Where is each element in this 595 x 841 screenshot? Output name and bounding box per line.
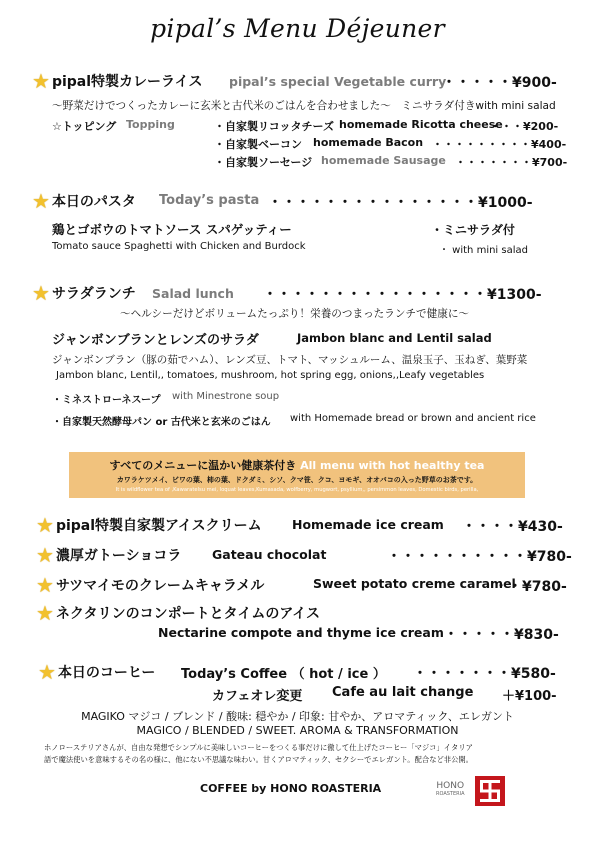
roaster-logo-text [436,782,465,797]
topping-label-jp: ☆トッピング [52,120,117,133]
salad-name-jp: サラダランチ [51,286,136,302]
pasta-name-en: Today’s pasta [159,193,260,208]
star-icon: ★ [36,513,54,537]
pasta-side-jp: ・ミニサラダ付 [431,223,515,237]
dessert-4-jp: ネクタリンのコンポートとタイムのアイス [55,606,320,622]
pasta-name-jp: 本日のパスタ [51,194,136,210]
star-icon: ★ [36,543,54,567]
curry-description: 〜野菜だけでつくったカレーに玄米と古代米のごはんを合わせました〜 ミニサラダ付きwith mini salad [52,100,556,112]
topping-2-jp: ・自家製ベーコン [214,138,302,151]
coffee-name-en: Today’s Coffee （ hot / ice ） [181,667,386,682]
dessert-4-price: ・・・・・¥830- [444,627,559,643]
star-icon: ★ [36,573,54,597]
salad-name-en: Salad lunch [152,286,234,301]
star-icon: ★ [32,281,50,305]
topping-1-jp: ・自家製リコッタチーズ [214,120,335,133]
dessert-4-en: Nectarine compote and thyme ice cream [158,625,444,640]
dessert-3-jp: サツマイモのクレームキャラメル [55,578,265,594]
salad-price: ・・・・・・・・・・・・・・・・¥1300- [263,287,542,303]
roaster-logo-line1: HONO [436,781,465,791]
pasta-dish-jp: 鶏とゴボウのトマトソース スパゲッティー [52,222,292,237]
dessert-1-jp: pipal特製自家製アイスクリーム [55,518,262,534]
dessert-2-jp-wrap [36,545,181,565]
menu-title: pipal’s Menu Déjeuner [150,14,445,43]
topping-1-price: ・・・¥200- [490,120,559,133]
cafe-au-lait-jp: カフェオレ変更 [212,689,303,704]
topping-3-jp: ・自家製ソーセージ [214,156,313,169]
dessert-1-jp-wrap [36,515,262,535]
tea-ingredients-en: It is wildflower tea of ,Kawaratelsu mei, loquat leaves,Kumasada, wolfberry, mugwort, psyllium,, persimmon leaves, Domestic birds, perilla, [115,487,479,493]
star-icon: ★ [38,660,56,684]
tea-note-jp: すべてのメニューに温かい健康茶付き [109,459,297,472]
topping-3-price: ・・・・・・・¥700- [455,156,568,169]
tea-note-en: All menu with hot healthy tea [300,459,485,472]
cafe-au-lait-en: Cafe au lait change [332,685,474,700]
coffee-note-2: 語で魔法使いを意味するその名の様に、他にない不思議な味わい。甘くアロマティック、セクシーでエレガント。配合など非公開。 [44,755,473,764]
salad-soup-jp: ・ミネストローネスープ [52,395,161,406]
salad-heading [32,283,136,303]
coffee-line-1: MAGIKO マジコ / ブレンド / 酸味: 穏やか / 印象: 甘やか、アロマティック、エレガント [81,710,514,723]
topping-2-en: homemade Bacon [313,136,424,149]
dessert-3-en: Sweet potato creme caramel [313,576,516,591]
topping-label-en: Topping [126,118,175,131]
star-icon: ★ [32,69,50,93]
topping-1-en: homemade Ricotta cheese [339,118,503,131]
salad-ingredients-jp: ジャンボンブラン（豚の茹でハム）、レンズ豆、トマト、マッシュルーム、温泉玉子、玉ねぎ、葉野菜 [52,354,528,366]
curry-name-jp: pipal特製カレーライス [51,74,203,90]
topping-3-en: homemade Sausage [321,154,446,167]
dessert-3-jp-wrap [36,575,264,595]
salad-dish-jp: ジャンボンブランとレンズのサラダ [52,333,259,348]
salad-description: 〜ヘルシーだけどボリュームたっぷり！栄養のつまったランチで健康に〜 [120,308,470,320]
coffee-heading [38,662,155,682]
dessert-4-jp-wrap [36,603,320,623]
tea-note-title [69,457,525,473]
tea-ingredients-jp: カワラケツメイ、ビワの葉、柿の葉、ドクダミ、シソ、クマ笹、クコ、ヨモギ、オオバコの入った野草のお茶です。 [116,476,478,484]
dessert-3-price: ・・¥780- [494,579,567,595]
hono-roasteria-logo-icon [475,776,505,806]
coffee-name-jp: 本日のコーヒー [57,665,156,681]
dessert-1-price: ・・・・¥430- [462,519,563,535]
dessert-2-price: ・・・・・・・・・・¥780- [387,549,572,565]
star-icon: ★ [32,189,50,213]
curry-price: ・・・・・¥900- [442,75,557,91]
roaster-credit: COFFEE by HONO ROASTERIA [200,782,382,795]
curry-heading [32,71,202,91]
topping-2-price: ・・・・・・・・・¥400- [432,138,567,151]
salad-soup-en: with Minestrone soup [172,391,280,402]
dessert-2-jp: 濃厚ガトーショコラ [55,548,182,564]
salad-bread-en: with Homemade bread or brown and ancient rice [290,413,536,424]
tea-note-box [69,452,525,498]
salad-bread-jp: ・自家製天然酵母パン or 古代米と玄米のごはん [52,417,271,428]
dessert-1-en: Homemade ice cream [292,517,444,532]
salad-ingredients-en: Jambon blanc, Lentil,, tomatoes, mushroom, hot spring egg, onions,,Leafy vegetables [56,370,485,381]
pasta-dish-en: Tomato sauce Spaghetti with Chicken and Burdock [52,241,306,252]
dessert-2-en: Gateau chocolat [212,547,327,562]
cafe-au-lait-price: ＋¥100- [502,689,557,704]
coffee-line-2: MAGICO / BLENDED / SWEET. AROMA & TRANSFORMATION [136,724,459,737]
roaster-logo-line2: ROASTERIA [436,790,465,797]
salad-dish-en: Jambon blanc and Lentil salad [297,331,492,345]
pasta-price: ・・・・・・・・・・・・・・・¥1000- [268,195,533,211]
coffee-note-1: ホノローステリアさんが、自由な発想でシンプルに美味しいコーヒーをつくる事だけに徹して仕上げたコーヒー「マジコ」イタリア [44,743,473,752]
coffee-price: ・・・・・・・¥580- [413,666,556,682]
star-icon: ★ [36,601,54,625]
curry-name-en: pipal’s special Vegetable curry [229,74,447,89]
pasta-heading [32,191,136,211]
pasta-side-en: ・ with mini salad [439,245,528,256]
